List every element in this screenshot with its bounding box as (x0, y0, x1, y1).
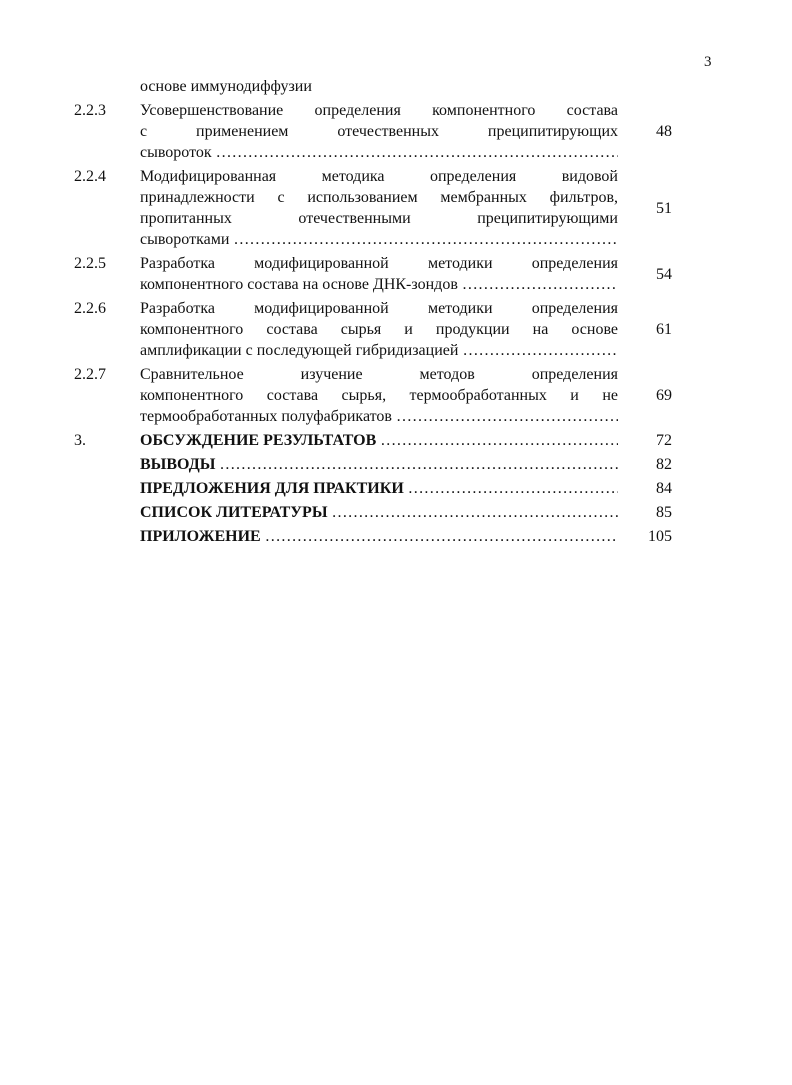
toc-entry-2-2-5 (74, 253, 684, 295)
toc-section-discussion (74, 430, 684, 451)
toc-page: 69 (656, 387, 672, 404)
toc-title-line: ВЫВОДЫ ……………………………………………………………………………………………… (140, 454, 618, 475)
toc-number: 2.2.3 (74, 102, 106, 119)
toc-title (140, 430, 618, 451)
toc-title-line: с применением отечественных преципитирующих (140, 123, 618, 140)
toc-page: 84 (656, 480, 672, 497)
toc-title-line: амплификации с последующей гибридизацией ……………………………………………………………………………………………… (140, 340, 618, 361)
toc-continuation-row (74, 76, 684, 97)
toc-title-line: компонентного состава сырья, термообработанных и не (140, 387, 618, 404)
toc-number: 3. (74, 432, 86, 449)
toc-number: 2.2.6 (74, 300, 106, 317)
toc-title (140, 478, 618, 499)
toc-title-line: сыворотками ……………………………………………………………………………………………… (140, 229, 618, 250)
toc-title-line: основе иммунодиффузии (140, 78, 312, 95)
toc-title (140, 100, 618, 163)
toc-title (140, 454, 618, 475)
toc-section-proposals (74, 478, 684, 499)
toc-title (140, 253, 618, 295)
toc-number: 2.2.4 (74, 168, 106, 185)
toc-page: 51 (656, 199, 672, 217)
toc-title-line: сывороток ……………………………………………………………………………………………… (140, 142, 618, 163)
toc-title-line: термообработанных полуфабрикатов ……………………………………………………………………………………………… (140, 406, 618, 427)
toc-title (140, 76, 618, 97)
toc-title (140, 166, 618, 250)
toc-section-appendix (74, 526, 684, 547)
toc-title-line: Сравнительное изучение методов определения (140, 366, 618, 383)
toc-title-line: пропитанных отечественными преципитирующими (140, 210, 618, 227)
toc-number: 2.2.7 (74, 366, 106, 383)
toc-page: 61 (656, 321, 672, 338)
toc-title (140, 364, 618, 427)
toc-page: 82 (656, 456, 672, 473)
toc-title-line: Разработка модифицированной методики определения (140, 300, 618, 317)
toc-page: 85 (656, 504, 672, 521)
toc-title-line: компонентного состава сырья и продукции на основе (140, 321, 618, 338)
toc-title-line: ПРИЛОЖЕНИЕ ……………………………………………………………………………………………… (140, 526, 618, 547)
toc-entry-2-2-6 (74, 298, 684, 361)
toc-title (140, 502, 618, 523)
toc-entry-2-2-7 (74, 364, 684, 427)
toc-title-line: СПИСОК ЛИТЕРАТУРЫ ……………………………………………………………………………………………… (140, 502, 618, 523)
toc-title (140, 298, 618, 361)
page-number: 3 (704, 54, 712, 70)
toc-title-line: ПРЕДЛОЖЕНИЯ ДЛЯ ПРАКТИКИ ……………………………………………………………………………………………… (140, 478, 618, 499)
toc-section-conclusions (74, 454, 684, 475)
toc-page: 48 (656, 123, 672, 140)
toc-number: 2.2.5 (74, 255, 106, 272)
toc-title-line: принадлежности с использованием мембранных фильтров, (140, 189, 618, 206)
toc-title-line: Усовершенствование определения компонентного состава (140, 102, 618, 119)
toc-entry-2-2-3 (74, 100, 684, 163)
toc-page: 72 (656, 432, 672, 449)
toc-page: 54 (656, 265, 672, 283)
toc-entry-2-2-4 (74, 166, 684, 250)
toc-title-line: ОБСУЖДЕНИЕ РЕЗУЛЬТАТОВ ……………………………………………………………………………………………… (140, 430, 618, 451)
toc-title-line: компонентного состава на основе ДНК-зондов ……………………………………………………………………………………………… (140, 274, 618, 295)
toc-page: 105 (648, 528, 672, 545)
toc-title-line: Разработка модифицированной методики определения (140, 255, 618, 272)
toc-title-line: Модифицированная методика определения видовой (140, 168, 618, 185)
table-of-contents (74, 76, 684, 550)
toc-section-references (74, 502, 684, 523)
toc-title (140, 526, 618, 547)
